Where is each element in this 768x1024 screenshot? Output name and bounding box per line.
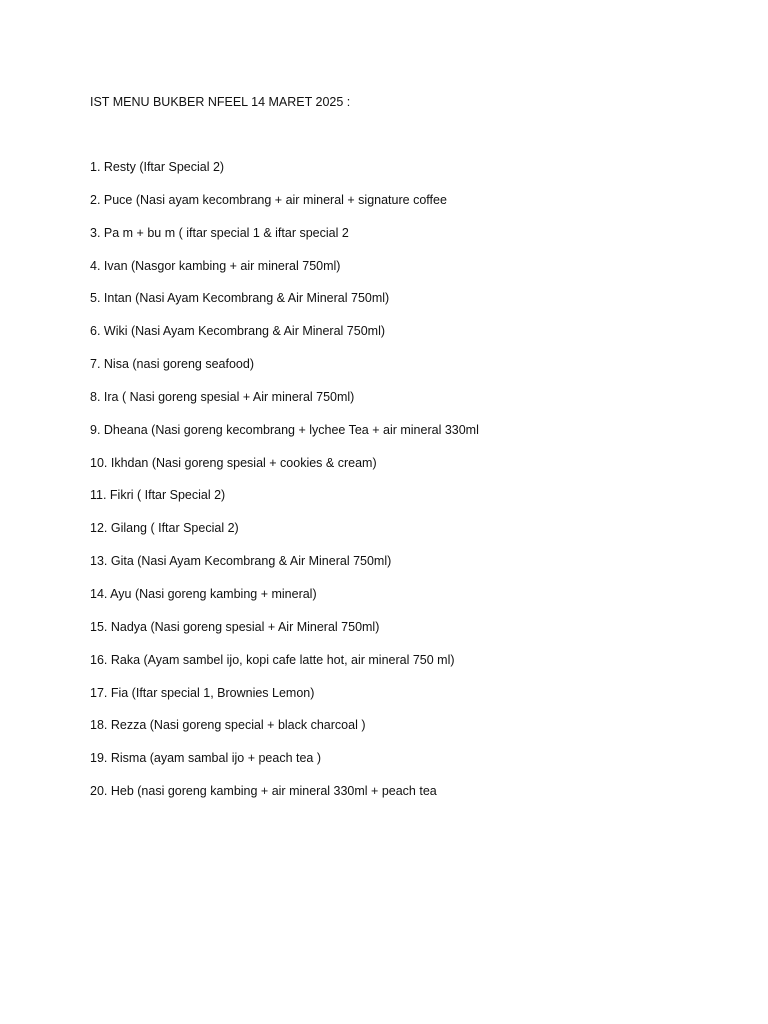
list-item: 12. Gilang ( Iftar Special 2) (90, 521, 239, 536)
list-item: 20. Heb (nasi goreng kambing + air mineral 330ml + peach tea (90, 784, 437, 799)
list-item: 13. Gita (Nasi Ayam Kecombrang & Air Mineral 750ml) (90, 554, 392, 569)
list-item: 7. Nisa (nasi goreng seafood) (90, 357, 254, 372)
list-item: 17. Fia (Iftar special 1, Brownies Lemon) (90, 685, 315, 700)
list-item: 4. Ivan (Nasgor kambing + air mineral 750ml) (90, 258, 341, 273)
list-item: 19. Risma (ayam sambal ijo + peach tea ) (90, 751, 322, 766)
list-item: 3. Pa m + bu m ( iftar special 1 & iftar special 2 (90, 225, 349, 240)
list-item: 6. Wiki (Nasi Ayam Kecombrang & Air Mineral 750ml) (90, 324, 386, 339)
document-title: IST MENU BUKBER NFEEL 14 MARET 2025 : (90, 95, 351, 109)
list-item: 1. Resty (Iftar Special 2) (90, 160, 225, 174)
list-item: 8. Ira ( Nasi goreng spesial + Air mineral 750ml) (90, 389, 355, 404)
list-item: 16. Raka (Ayam sambel ijo, kopi cafe latte hot, air mineral 750 ml) (90, 652, 455, 667)
list-item: 10. Ikhdan (Nasi goreng spesial + cookies & cream) (90, 455, 377, 470)
list-item: 9. Dheana (Nasi goreng kecombrang + lychee Tea + air mineral 330ml (90, 422, 479, 437)
list-item: 14. Ayu (Nasi goreng kambing + mineral) (90, 586, 317, 601)
list-item: 5. Intan (Nasi Ayam Kecombrang & Air Mineral 750ml) (90, 291, 390, 306)
menu-list (90, 159, 479, 816)
list-item: 18. Rezza (Nasi goreng special + black charcoal ) (90, 718, 366, 733)
list-item: 2. Puce (Nasi ayam kecombrang + air mineral + signature coffee (90, 192, 447, 207)
list-item: 11. Fikri ( Iftar Special 2) (90, 488, 226, 503)
list-item: 15. Nadya (Nasi goreng spesial + Air Mineral 750ml) (90, 619, 380, 634)
